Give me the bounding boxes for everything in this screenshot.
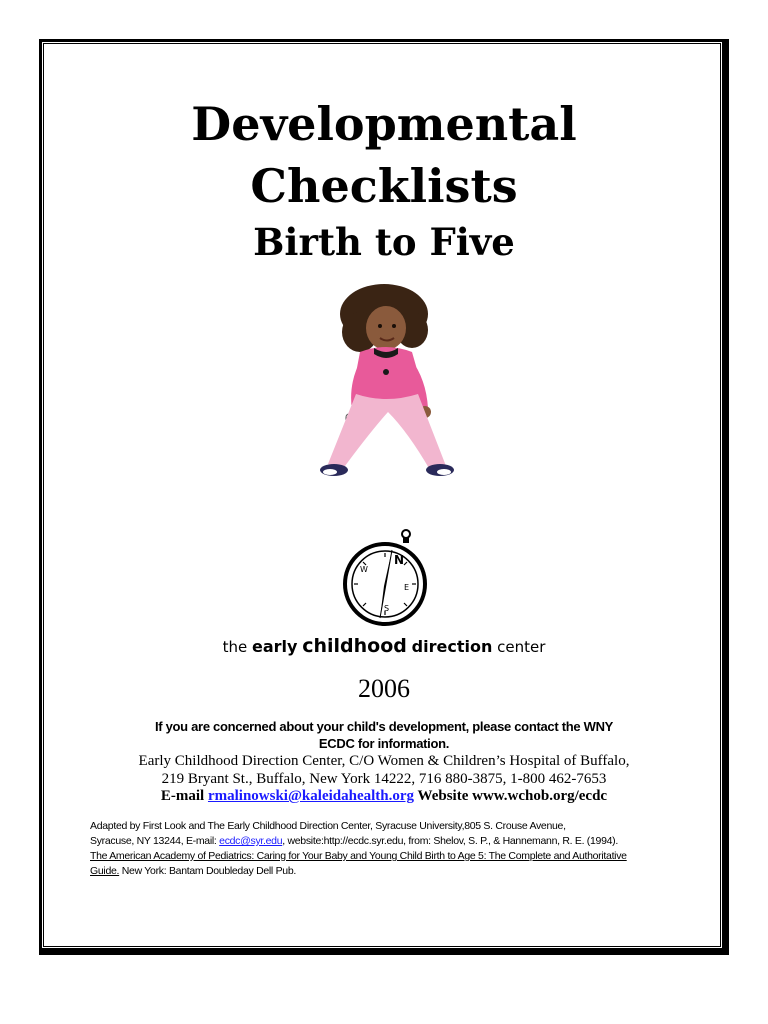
publication-year: 2006 <box>358 674 410 703</box>
credits-publisher: New York: Bantam Doubleday Dell Pub. <box>119 865 296 877</box>
child-photo <box>300 282 470 482</box>
credits-line-3: The American Academy of Pediatrics: Caring for Your Baby and Young Child Birth to Age 5: The Complete and Authoritative <box>90 850 627 862</box>
credits-block <box>90 819 710 879</box>
address-line-2: 219 Bryant St., Buffalo, New York 14222, 716 880-3875, 1-800 462-7653 <box>161 771 607 787</box>
concern-notice <box>43 718 725 752</box>
compass-letter-w: W <box>360 565 368 574</box>
title-line-2: Checklists <box>250 159 518 213</box>
credits-email-link[interactable]: ecdc@syr.edu <box>219 835 283 847</box>
credits-line-2 <box>90 834 710 849</box>
org-word-center: center <box>497 638 546 656</box>
email-label: E-mail <box>160 788 205 804</box>
concern-line-1: If you are concerned about your child's development, please contact the WNY <box>154 719 614 734</box>
credits-line-1: Adapted by First Look and The Early Childhood Direction Center, Syracuse University,805 S. Crouse Avenue, <box>90 820 566 832</box>
concern-line-2: ECDC for information. <box>318 736 450 751</box>
org-word-early: early <box>252 637 298 656</box>
org-word-childhood: childhood <box>302 635 407 657</box>
page-border-shadow-bottom <box>39 951 729 955</box>
title-line-1: Developmental <box>191 97 577 151</box>
compass-letter-e: E <box>404 583 410 592</box>
org-word-direction: direction <box>411 637 493 656</box>
credits-line-2-end: , website:http://ecdc.syr.edu, from: Shelov, S. P., & Hannemann, R. E. (1994). <box>282 835 618 847</box>
credits-line-4 <box>90 864 710 879</box>
compass-letter-n: N <box>394 553 405 567</box>
org-word-the: the <box>222 638 248 656</box>
website-url[interactable]: www.wchob.org/ecdc <box>472 788 608 804</box>
subtitle: Birth to Five <box>253 220 515 264</box>
page-border-shadow-right <box>725 39 729 955</box>
credits-line-2-start: Syracuse, NY 13244, E-mail: <box>90 835 217 847</box>
organization-name <box>43 633 725 660</box>
compass-letter-s: S <box>384 604 390 613</box>
contact-line <box>43 787 725 806</box>
compass-logo-icon <box>340 526 430 630</box>
address-line-1: Early Childhood Direction Center, C/O Women & Children’s Hospital of Buffalo, <box>138 753 630 769</box>
website-label: Website <box>417 788 469 804</box>
email-link[interactable]: rmalinowski@kaleidahealth.org <box>207 788 415 804</box>
credits-guide: Guide. <box>90 865 120 877</box>
